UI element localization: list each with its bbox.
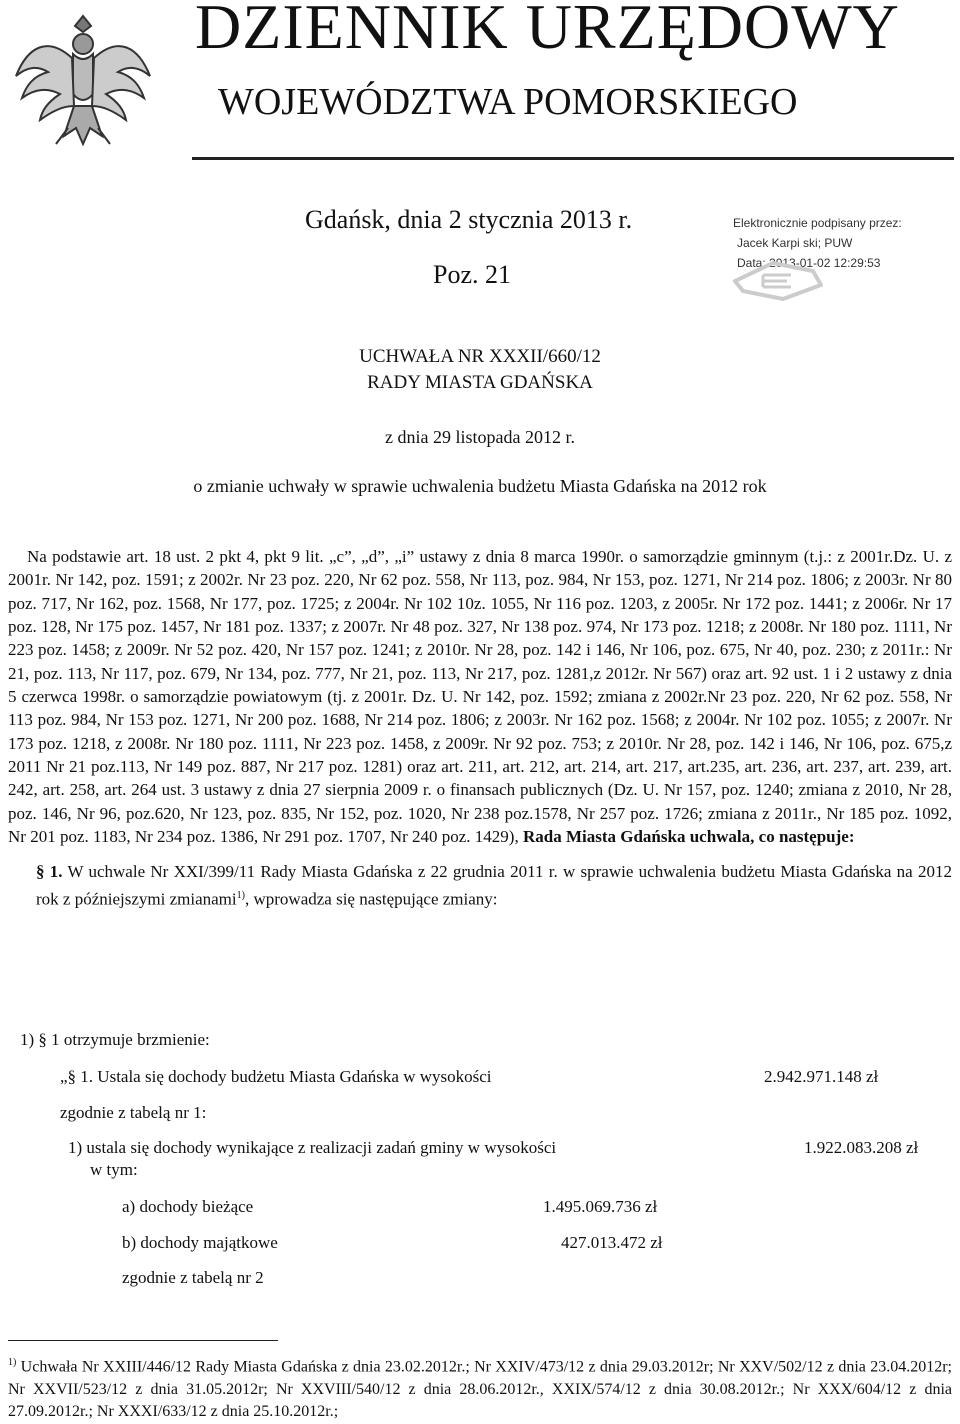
paragraph-1-text-a: W uchwale Nr XXI/399/11 Rady Miasta Gdańska z 22 grudnia 2011 r. w sprawie uchwalenia budżetu Miasta Gdańska na 2012 rok z późniejszymi zmianami	[36, 862, 952, 909]
journal-title: DZIENNIK URZĘDOWY	[195, 0, 900, 62]
signature-date: Data: 2013-01-02 12:29:53	[737, 256, 881, 270]
eagle-emblem-icon	[8, 6, 158, 156]
electronic-signature	[733, 213, 953, 313]
point-1-text: 1) ustala się dochody wynikające z realizacji zadań gminy w wysokości	[68, 1138, 557, 1157]
footnote	[8, 1352, 952, 1424]
signature-label: Elektronicznie podpisany przez:	[733, 216, 902, 230]
footnote-ref: 1)	[236, 889, 245, 901]
paragraph-1-text-b: , wprowadza się następujące zmiany:	[244, 889, 498, 909]
place-date: Gdańsk, dnia 2 stycznia 2013 r.	[305, 205, 633, 234]
paragraph-1-mark: § 1.	[36, 862, 63, 882]
resolution-title-line1: UCHWAŁA NR XXXII/660/12	[359, 346, 601, 367]
footnote-mark: 1)	[8, 1357, 17, 1368]
item-1: 1) § 1 otrzymuje brzmienie:	[20, 1030, 210, 1049]
section-1-text: „§ 1. Ustala się dochody budżetu Miasta Gdańska w wysokości	[60, 1067, 492, 1086]
resolution-title-line2: RADY MIASTA GDAŃSKA	[367, 372, 593, 393]
footnote-text: Uchwała Nr XXIII/446/12 Rady Miasta Gdańska z dnia 23.02.2012r.; Nr XXIV/473/12 z dnia 29.03.2012r; Nr XXV/502/12 z dnia 23.04.2012r; Nr XXVII/523/12 z dnia 31.05.2012r; Nr XXVIII/540/12 z dnia 28.06.2012r., XXIX/574/12 z dnia 30.08.2012r.; Nr XXX/604/12 z dnia 27.09.2012r.; Nr XXXI/633/12 z dnia 25.10.2012r.;	[8, 1358, 953, 1421]
item-b-amount: 427.013.472 zł	[561, 1233, 663, 1252]
position-number: Poz. 21	[433, 260, 511, 289]
signature-logo-icon	[733, 261, 823, 301]
item-a-text: a) dochody bieżące	[122, 1197, 254, 1216]
point-1-amount: 1.922.083.208 zł	[804, 1138, 919, 1157]
resolution-date: z dnia 29 listopada 2012 r.	[385, 427, 575, 447]
journal-subtitle: WOJEWÓDZTWA POMORSKIEGO	[218, 81, 798, 123]
point-1-wtym: w tym:	[90, 1160, 138, 1179]
signature-signer: Jacek Karpi ski; PUW	[737, 236, 853, 250]
item-b-text: b) dochody majątkowe	[122, 1233, 278, 1252]
section-1-table: zgodnie z tabelą nr 1:	[60, 1103, 207, 1122]
paragraph-1	[8, 860, 952, 910]
table-2-ref: zgodnie z tabelą nr 2	[122, 1268, 264, 1287]
preamble-bold: Rada Miasta Gdańska uchwala, co następuje:	[522, 827, 855, 847]
header-divider	[192, 157, 954, 160]
preamble	[8, 545, 952, 911]
resolution-subject: o zmianie uchwały w sprawie uchwalenia budżetu Miasta Gdańska na 2012 rok	[193, 476, 767, 496]
footnote-divider	[8, 1340, 278, 1341]
section-1-amount: 2.942.971.148 zł	[764, 1067, 879, 1086]
preamble-text: Na podstawie art. 18 ust. 2 pkt 4, pkt 9 lit. „c”, „d”, „i” ustawy z dnia 8 marca 1990r. o samorządzie gminnym (t.j.: z 2001r.Dz. U. z 2001r. Nr 142, poz. 1591; z 2002r. Nr 23 poz. 220, Nr 62 poz. 558, Nr 113, poz. 984, Nr 153, poz. 1271, Nr 214 poz. 1806; z 2003r. Nr 80 poz. 717, Nr 162, poz. 1568, Nr 177, poz. 1725; z 2004r. Nr 102 10z. 1055, Nr 116 poz. 1203, z 2005r. Nr 172 poz. 1441; z 2006r. Nr 17 poz. 128, Nr 175 poz. 1457, Nr 181 poz. 1337; z 2007r. Nr 48 poz. 327, Nr 138 poz. 974, Nr 173 poz. 1218; z 2008r. Nr 180 poz. 1111, Nr 223 poz. 1458; z 2009r. Nr 52 poz. 420, Nr 157 poz. 1241; z 2010r. Nr 28, poz. 142 i 146, Nr 106, poz. 675, Nr 40, poz. 230; z 2011r.: Nr 21, poz. 113, Nr 117, poz. 679, Nr 134, poz. 777, Nr 21, poz. 113, Nr 217, poz. 1281,z 2012r. Nr 567) oraz art. 92 ust. 1 i 2 ustawy z dnia 5 czerwca 1998r. o samorządzie powiatowym (tj. z 2001r. Dz. U. Nr 142, poz. 1592; zmiana z 2002r.Nr 23 poz. 220, Nr 62 poz. 558, Nr 113 poz. 984, Nr 153 poz. 1271, Nr 200 poz. 1688, Nr 214 poz. 1806; z 2003r. Nr 162 poz. 1568; z 2004r. Nr 102 poz. 1055; z 2007r. Nr 173 poz. 1218, z 2008r. Nr 180 poz. 1111, Nr 223 poz. 1458, z 2009r. Nr 92 poz. 753; z 2010r. Nr 28, poz. 142 i 146, Nr 106, poz. 675,z 2011 Nr 21 poz.113, Nr 149 poz. 887, Nr 217 poz. 1281) oraz art. 211, art. 212, art. 214, art. 217, art.235, art. 236, art. 237, art. 239, art. 242, art. 258, art. 264 ust. 3 ustawy z dnia 27 sierpnia 2009 r. o finansach publicznych (Dz. U. Nr 157, poz. 1240; zmiana z 2010, Nr 28, poz. 146, Nr 96, poz.620, Nr 123, poz. 835, Nr 152, poz. 1020, Nr 238 poz.1578, Nr 257 poz. 1726; zmiana z 2011r., Nr 185 poz. 1092, Nr 201 poz. 1183, Nr 234 poz. 1386, Nr 291 poz. 1707, Nr 240 poz. 1429),	[8, 547, 952, 847]
item-a-amount: 1.495.069.736 zł	[543, 1197, 658, 1216]
